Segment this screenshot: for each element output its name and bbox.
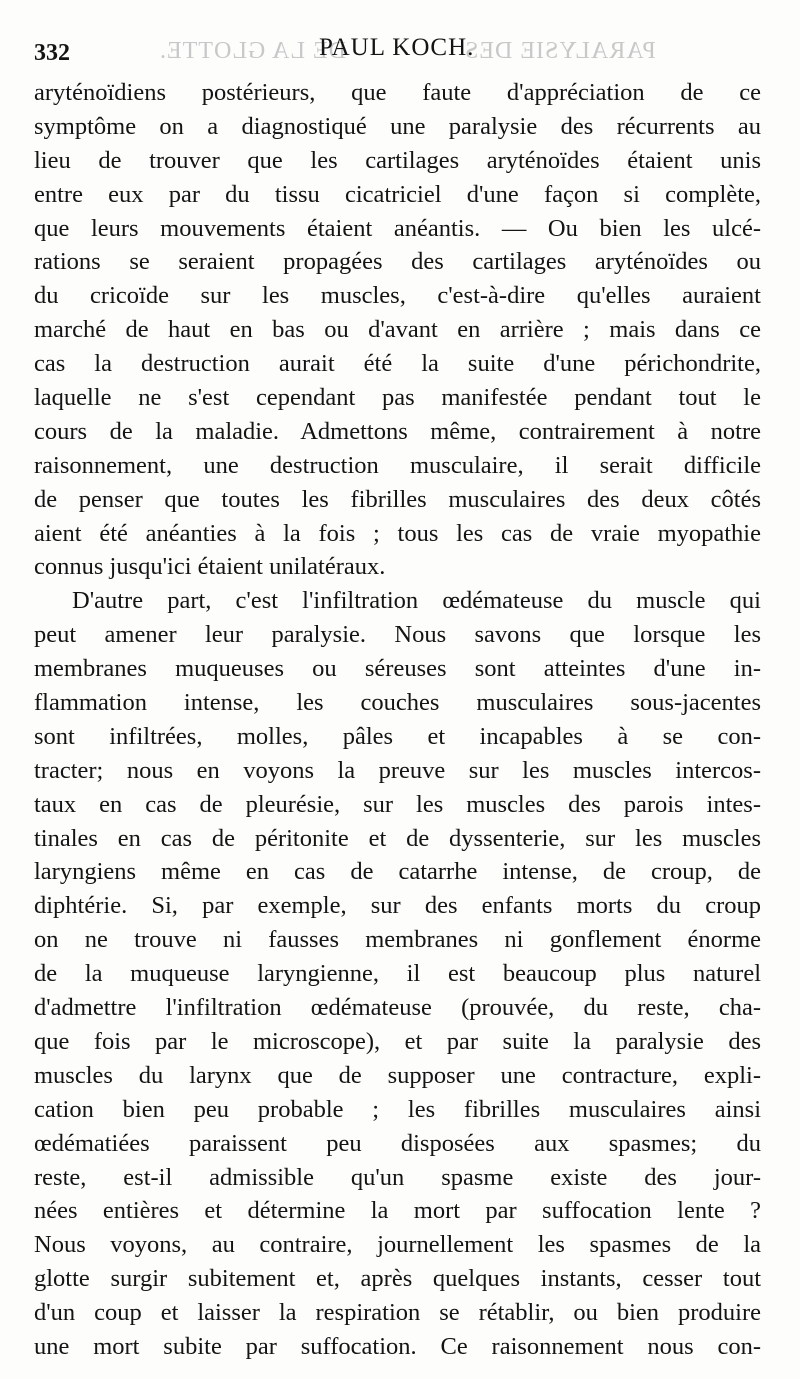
text-line: que fois par le microscope), et par suite la paralysie des: [34, 1027, 761, 1055]
text-line: aryténoïdiens postérieurs, que faute d'appréciation de ce: [34, 79, 761, 106]
show-through-text-left: DE LA GLOTTE.: [159, 38, 346, 64]
text-line: une mort subite par suffocation. Ce raisonnement nous con-: [34, 1332, 761, 1360]
text-line: cas la destruction aurait été la suite d'une périchondrite,: [34, 350, 761, 378]
text-line: œdématiées paraissent peu disposées aux spasmes; du: [34, 1129, 761, 1157]
text-line: tracter; nous en voyons la preuve sur les muscles intercos-: [34, 756, 761, 784]
text-line: rations se seraient propagées des cartilages aryténoïdes ou: [34, 248, 761, 276]
text-line: entre eux par du tissu cicatriciel d'une façon si complète,: [34, 180, 761, 208]
text-line: muscles du larynx que de supposer une contracture, expli-: [34, 1061, 761, 1089]
text-line: raisonnement, une destruction musculaire, il serait difficile: [34, 451, 761, 479]
text-line: laryngiens même en cas de catarrhe intense, de croup, de: [34, 858, 761, 886]
text-line: symptôme on a diagnostiqué une paralysie des récurrents au: [34, 112, 761, 140]
text-line: de la muqueuse laryngienne, il est beaucoup plus naturel: [34, 960, 761, 988]
text-line: de penser que toutes les fibrilles musculaires des deux côtés: [34, 485, 761, 513]
running-head: PAUL KOCH.: [319, 34, 475, 61]
page-number: 332: [34, 40, 70, 66]
paragraph-end-line: connus jusqu'ici étaient unilatéraux.: [34, 553, 386, 581]
text-line: taux en cas de pleurésie, sur les muscles des parois intes-: [34, 790, 761, 818]
text-line: peut amener leur paralysie. Nous savons que lorsque les: [34, 621, 761, 649]
text-line: Nous voyons, au contraire, journellement les spasmes de la: [34, 1231, 761, 1259]
text-line: tinales en cas de péritonite et de dyssenterie, sur les muscles: [34, 824, 761, 852]
paragraph-start-line: D'autre part, c'est l'infiltration œdémateuse du muscle qui: [72, 587, 761, 615]
body-text: [34, 76, 761, 1364]
text-line: cours de la maladie. Admettons même, contrairement à notre: [34, 417, 761, 445]
text-line: cation bien peu probable ; les fibrilles musculaires ainsi: [34, 1095, 761, 1123]
text-line: aient été anéanties à la fois ; tous les cas de vraie myopathie: [34, 519, 761, 547]
page-header: [34, 30, 764, 70]
show-through-text-right: PARALYSIE DES: [464, 38, 656, 64]
text-line: du cricoïde sur les muscles, c'est-à-dire qu'elles auraient: [34, 282, 761, 310]
text-line: marché de haut en bas ou d'avant en arrière ; mais dans ce: [34, 316, 761, 344]
text-line: on ne trouve ni fausses membranes ni gonflement énorme: [34, 926, 761, 954]
text-line: que leurs mouvements étaient anéantis. — Ou bien les ulcé-: [34, 214, 761, 242]
text-line: d'un coup et laisser la respiration se rétablir, ou bien produire: [34, 1299, 761, 1327]
text-line: laquelle ne s'est cependant pas manifestée pendant tout le: [34, 384, 761, 412]
text-line: flammation intense, les couches musculaires sous-jacentes: [34, 689, 761, 717]
text-line: d'admettre l'infiltration œdémateuse (prouvée, du reste, cha-: [34, 994, 761, 1022]
text-line: lieu de trouver que les cartilages aryténoïdes étaient unis: [34, 146, 761, 174]
text-line: diphtérie. Si, par exemple, sur des enfants morts du croup: [34, 892, 761, 920]
text-line: membranes muqueuses ou séreuses sont atteintes d'une in-: [34, 655, 761, 683]
text-line: reste, est-il admissible qu'un spasme existe des jour-: [34, 1163, 761, 1191]
text-line: glotte surgir subitement et, après quelques instants, cesser tout: [34, 1265, 761, 1293]
text-line: sont infiltrées, molles, pâles et incapables à se con-: [34, 722, 761, 750]
text-line: nées entières et détermine la mort par suffocation lente ?: [34, 1197, 761, 1225]
